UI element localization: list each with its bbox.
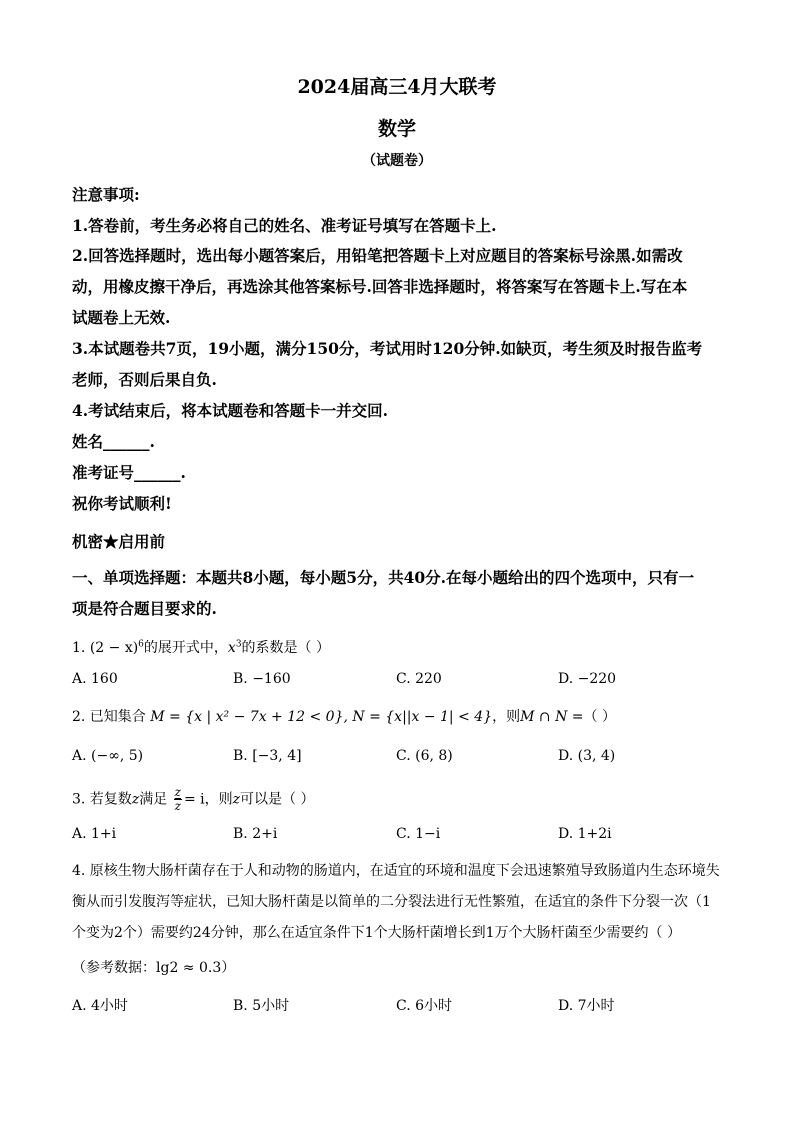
option-a: A. 4小时 [72, 998, 128, 1014]
option-d: D. 7小时 [558, 998, 615, 1014]
math-expression: = i [183, 791, 205, 808]
notice-item-3-line-1: 3.本试题卷共7页，19小题，满分150分，考试用时120分钟.如缺页，考生须及时报告监考 [72, 339, 703, 358]
reference-close: ） [221, 960, 236, 976]
option-b: B. 5小时 [233, 998, 290, 1014]
option-d: D. 1+2i [558, 826, 612, 842]
math-variable: z [131, 791, 140, 808]
paper-type: （试题卷） [362, 153, 432, 169]
math-variable: x [227, 640, 236, 656]
exponent: 3 [235, 639, 242, 650]
exponent: 6 [138, 639, 144, 650]
option-b: B. 2+i [233, 826, 278, 842]
option-c: C. 6小时 [396, 998, 453, 1014]
option-c: C. (6, 8) [396, 748, 453, 764]
question-4-line-3: 个变为2个）需要约24分钟，那么在适宜条件下1个大肠杆菌增长到1万个大肠杆菌至少需要约（ ） [72, 925, 681, 941]
question-text: 满足 [139, 791, 168, 808]
math-expression: M = {x | x² − 7x + 12 < 0}, N = {x||x − 1| < 4} [150, 709, 493, 725]
question-number: 2. 已知集合 [72, 709, 146, 725]
question-1 [72, 637, 330, 657]
subject-title: 数学 [377, 118, 416, 140]
notice-item-3-line-2: 老师，否则后果自负. [72, 370, 217, 389]
question-number: 1. [72, 640, 86, 656]
exam-id-field: 准考证号______. [72, 463, 186, 482]
option-b: B. −160 [233, 671, 291, 687]
section-1-intro-line-2: 项是符合题目要求的. [72, 599, 217, 618]
exam-title: 2024届高三4月大联考 [297, 76, 497, 98]
question-text: （ ） [583, 709, 616, 725]
option-d: D. −220 [558, 671, 617, 687]
notice-item-2-line-2: 动，用橡皮擦干净后，再选涂其他答案标号.回答非选择题时，将答案写在答题卡上.写在本 [72, 277, 688, 296]
notice-item-1: 1.答卷前，考生务必将自己的姓名、准考证号填写在答题卡上. [72, 216, 497, 235]
question-2 [72, 706, 616, 726]
question-text: ，则 [492, 709, 521, 725]
option-c: C. 1−i [396, 826, 441, 842]
reference-label: （参考数据： [72, 960, 156, 976]
math-expression: (2 − x) [89, 640, 139, 656]
option-a: A. 160 [72, 671, 118, 687]
fraction-numerator: z [174, 785, 181, 799]
math-variable: z [232, 791, 241, 808]
option-a: A. (−∞, 5) [72, 748, 144, 764]
confidential-label: 机密★启用前 [72, 532, 166, 551]
section-1-intro-line-1: 一、单项选择题：本题共8小题，每小题5分，共40分.在每小题给出的四个选项中，只有一 [72, 568, 695, 587]
notice-item-2-line-1: 2.回答选择题时，选出每小题答案后，用铅笔把答题卡上对应题目的答案标号涂黑.如需改 [72, 246, 683, 265]
fraction [174, 786, 182, 813]
good-luck-text: 祝你考试顺利! [72, 494, 172, 513]
option-a: A. 1+i [72, 826, 117, 842]
notice-heading: 注意事项: [72, 185, 140, 204]
question-text: 的展开式中， [143, 640, 228, 656]
question-number: 3. 若复数 [72, 791, 132, 808]
option-d: D. (3, 4) [558, 748, 616, 764]
name-field: 姓名______. [72, 432, 155, 451]
question-4-line-1: 4. 原核生物大肠杆菌存在于人和动物的肠道内，在适宜的环境和温度下会迅速繁殖导致肠道内生态环境失 [72, 863, 720, 879]
math-expression: lg2 ≈ 0.3 [156, 960, 222, 976]
question-4-line-2: 衡从而引发腹泻等症状，已知大肠杆菌是以简单的二分裂法进行无性繁殖，在适宜的条件下分裂一次（1 [72, 894, 711, 910]
fraction-denominator: z [174, 799, 181, 813]
question-text: 可以是（ ） [240, 791, 315, 808]
notice-item-4: 4.考试结束后，将本试题卷和答题卡一并交回. [72, 401, 389, 420]
notice-item-2-line-3: 试题卷上无效. [72, 308, 171, 327]
option-b: B. [−3, 4] [233, 748, 302, 764]
question-3 [72, 786, 315, 813]
question-4-reference [72, 957, 235, 977]
option-c: C. 220 [396, 671, 442, 687]
question-text: ，则 [204, 791, 233, 808]
math-expression: M ∩ N = [520, 709, 584, 725]
question-text: 的系数是（ ） [241, 640, 330, 656]
